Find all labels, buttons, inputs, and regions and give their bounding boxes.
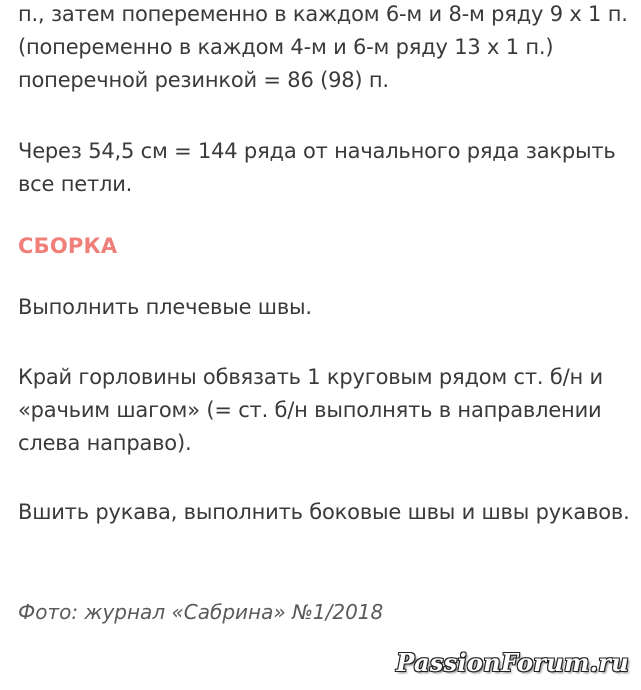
paragraph-neckline-edge: Край горловины обвязать 1 круговым рядом ст. б/н и «рачьим шагом» (= ст. б/н выполнять в направлении слева направо). (18, 365, 603, 455)
photo-credit: Фото: журнал «Сабрина» №1/2018 (18, 600, 384, 624)
section-heading-assembly: СБОРКА (18, 234, 118, 258)
paragraph-decrease-instructions: п., затем попеременно в каждом 6-м и 8-м ряду 9 х 1 п. (попеременно в каждом 4-м и 6-м ряду 13 х 1 п.) поперечной резинкой = 86 (98) п. (18, 2, 628, 92)
paragraph-bind-off: Через 54,5 см = 144 ряда от начального ряда закрыть все петли. (18, 139, 616, 196)
paragraph-shoulder-seams: Выполнить плечевые швы. (18, 295, 312, 319)
paragraph-sew-sleeves: Вшить рукава, выполнить боковые швы и швы рукавов. (18, 500, 630, 524)
watermark-logo: PassionForum.ru (396, 648, 629, 677)
